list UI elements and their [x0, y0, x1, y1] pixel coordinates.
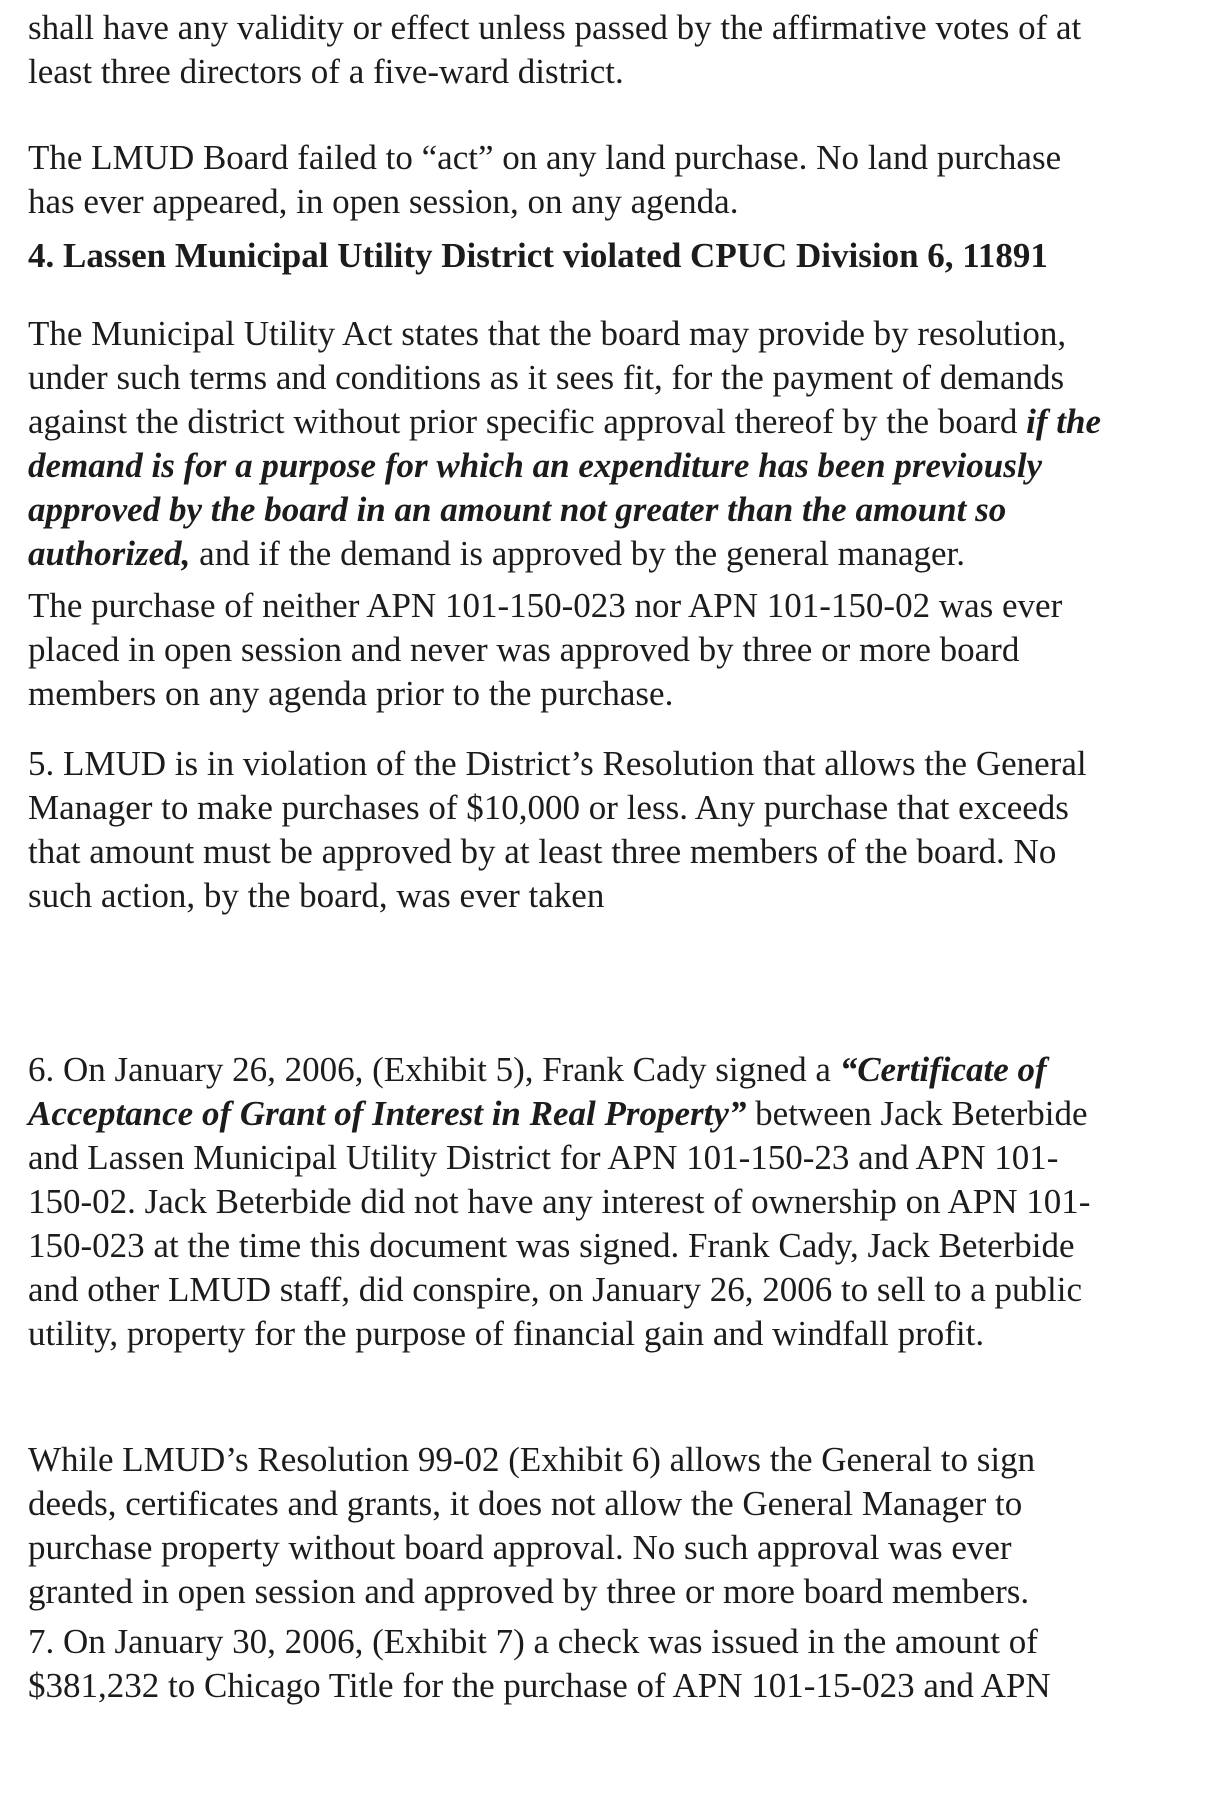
text-line: placed in open session and never was approved by three or more board — [28, 630, 1020, 669]
paragraph-board-failed — [28, 136, 1223, 224]
text-run: against the district without prior specific approval thereof by the board — [28, 402, 1027, 441]
emphasis-line: demand is for a purpose for which an expenditure has been previously — [28, 446, 1043, 485]
text-run: and if the demand is approved by the general manager. — [190, 534, 965, 573]
text-line: least three directors of a five-ward district. — [28, 52, 624, 91]
text-line: While LMUD’s Resolution 99-02 (Exhibit 6) allows the General to sign — [28, 1440, 1036, 1479]
text-line: has ever appeared, in open session, on any agenda. — [28, 182, 739, 221]
text-line: and other LMUD staff, did conspire, on January 26, 2006 to sell to a public — [28, 1270, 1083, 1309]
paragraph-item-7 — [28, 1620, 1223, 1708]
paragraph-purchase-apn — [28, 584, 1223, 716]
text-line: 5. LMUD is in violation of the District’s Resolution that allows the General — [28, 744, 1087, 783]
text-line: The purchase of neither APN 101-150-023 nor APN 101-150-02 was ever — [28, 586, 1063, 625]
paragraph-item-6 — [28, 1048, 1223, 1356]
paragraph-resolution-99-02 — [28, 1438, 1223, 1614]
text-line: utility, property for the purpose of financial gain and windfall profit. — [28, 1314, 985, 1353]
text-line — [28, 400, 1223, 444]
text-line — [28, 1048, 1223, 1092]
text-line: purchase property without board approval. No such approval was ever — [28, 1528, 1012, 1567]
paragraph-validity — [28, 6, 1223, 94]
text-line: Manager to make purchases of $10,000 or less. Any purchase that exceeds — [28, 788, 1069, 827]
text-line: deeds, certificates and grants, it does not allow the General Manager to — [28, 1484, 1023, 1523]
text-line — [28, 532, 1223, 576]
text-line: shall have any validity or effect unless passed by the affirmative votes of at — [28, 8, 1082, 47]
emphasis-run: Acceptance of Grant of Interest in Real Property” — [28, 1094, 747, 1133]
text-line: and Lassen Municipal Utility District for APN 101-150-23 and APN 101- — [28, 1138, 1059, 1177]
emphasis-line: approved by the board in an amount not greater than the amount so — [28, 490, 1007, 529]
text-line: that amount must be approved by at least three members of the board. No — [28, 832, 1057, 871]
section-heading-4 — [28, 234, 1223, 278]
text-line: such action, by the board, was ever taken — [28, 876, 605, 915]
emphasis-run: “Certificate of — [839, 1050, 1047, 1089]
paragraph-municipal-utility-act — [28, 312, 1223, 576]
text-line: granted in open session and approved by three or more board members. — [28, 1572, 1030, 1611]
text-line — [28, 1092, 1223, 1136]
text-run: between Jack Beterbide — [746, 1094, 1088, 1133]
section-heading: 4. Lassen Municipal Utility District violated CPUC Division 6, 11891 — [28, 236, 1048, 275]
text-line: members on any agenda prior to the purchase. — [28, 674, 674, 713]
text-line: 150-02. Jack Beterbide did not have any interest of ownership on APN 101- — [28, 1182, 1091, 1221]
text-line: The LMUD Board failed to “act” on any land purchase. No land purchase — [28, 138, 1062, 177]
text-line: The Municipal Utility Act states that the board may provide by resolution, — [28, 314, 1067, 353]
text-line: 7. On January 30, 2006, (Exhibit 7) a check was issued in the amount of — [28, 1622, 1038, 1661]
paragraph-item-5 — [28, 742, 1223, 918]
text-line: $381,232 to Chicago Title for the purchase of APN 101-15-023 and APN — [28, 1666, 1051, 1705]
emphasis-run: authorized, — [28, 534, 191, 573]
emphasis-run: if the — [1026, 402, 1102, 441]
text-line: under such terms and conditions as it sees fit, for the payment of demands — [28, 358, 1065, 397]
text-line: 150-023 at the time this document was signed. Frank Cady, Jack Beterbide — [28, 1226, 1075, 1265]
text-run: 6. On January 26, 2006, (Exhibit 5), Frank Cady signed a — [28, 1050, 840, 1089]
